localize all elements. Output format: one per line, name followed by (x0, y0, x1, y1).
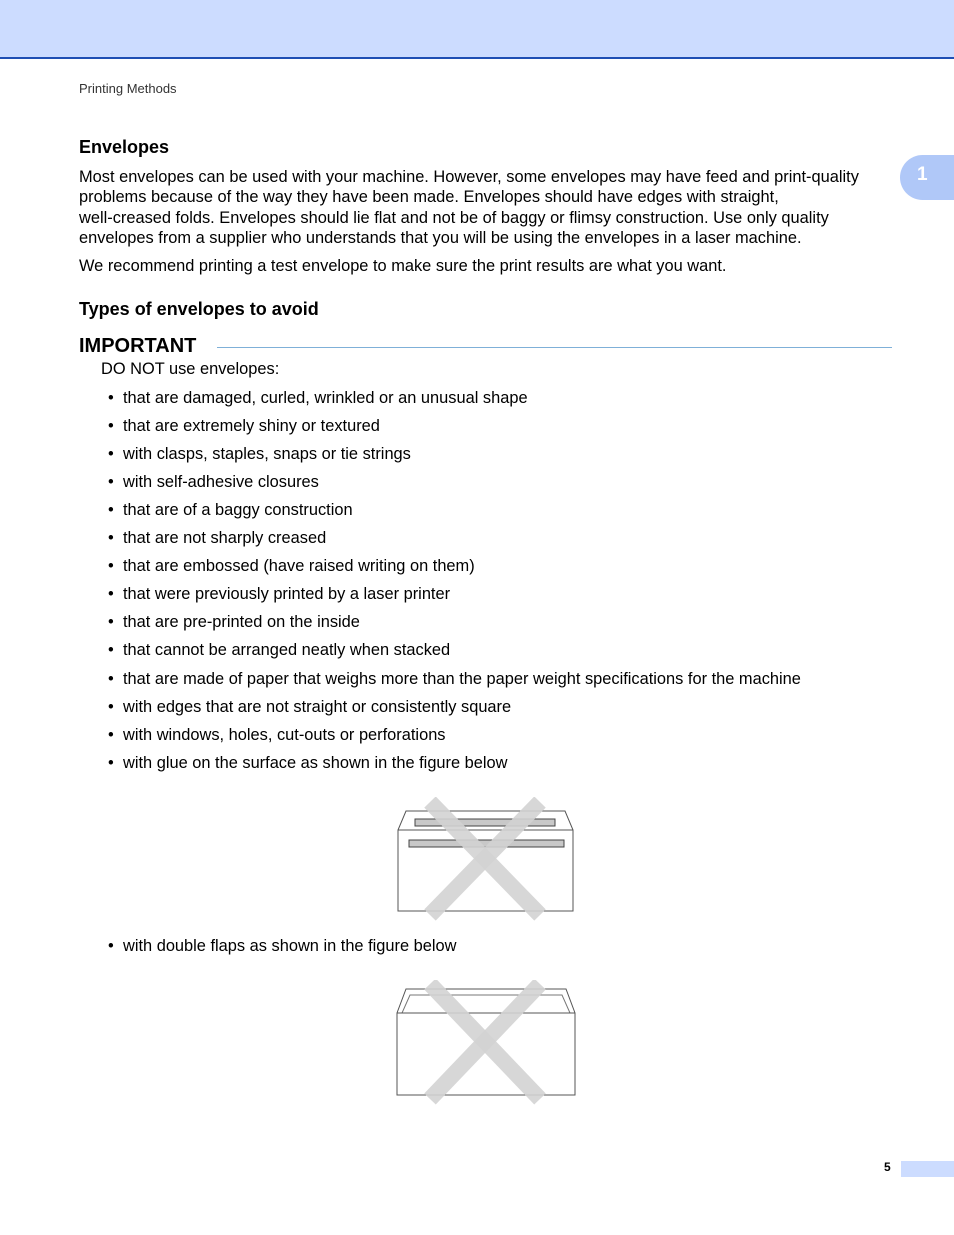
page-number-tab (901, 1161, 954, 1177)
bullet-icon: • (108, 501, 114, 519)
bullet-icon: • (108, 641, 114, 659)
test-envelope-paragraph: We recommend printing a test envelope to make sure the print results are what you want. (79, 257, 727, 275)
section-heading-types-to-avoid: Types of envelopes to avoid (79, 299, 319, 319)
list-item-text: with self-adhesive closures (123, 473, 319, 491)
bullet-icon: • (108, 698, 114, 716)
list-item-text: with windows, holes, cut-outs or perforations (123, 726, 446, 744)
bullet-icon: • (108, 445, 114, 463)
page-number: 5 (884, 1160, 891, 1174)
bullet-icon: • (108, 937, 114, 955)
do-not-intro: DO NOT use envelopes: (101, 360, 280, 378)
important-label: IMPORTANT (79, 335, 197, 357)
paragraph-line: Most envelopes can be used with your machine. However, some envelopes may have feed and print-quality (79, 168, 859, 186)
list-item (108, 528, 326, 548)
list-item (108, 753, 508, 773)
list-item (108, 556, 475, 576)
list-item (108, 444, 411, 464)
bullet-icon: • (108, 473, 114, 491)
bullet-icon: • (108, 529, 114, 547)
list-item (108, 640, 450, 660)
paragraph-line: problems because of the way they have been made. Envelopes should have edges with straight, (79, 188, 779, 207)
list-item-text: with glue on the surface as shown in the figure below (123, 754, 508, 772)
list-item (108, 416, 380, 436)
paragraph-line: well-creased folds. Envelopes should lie flat and not be of baggy or flimsy construction. Use only quality (79, 208, 829, 227)
list-item-text: that are made of paper that weighs more than the paper weight specifications for the machine (123, 670, 801, 688)
list-item-text: with clasps, staples, snaps or tie strings (123, 445, 411, 463)
list-item (108, 669, 801, 689)
important-divider (217, 347, 892, 348)
list-item (108, 725, 446, 745)
list-item (108, 500, 353, 520)
list-item (108, 472, 319, 492)
envelope-glue-figure (395, 797, 577, 921)
list-item-text: that cannot be arranged neatly when stacked (123, 641, 451, 659)
list-item-text: that are not sharply creased (123, 529, 327, 547)
list-item-text: that were previously printed by a laser printer (123, 585, 451, 603)
list-item (108, 697, 511, 717)
bullet-icon: • (108, 670, 114, 688)
envelopes-paragraph (79, 167, 899, 248)
list-item (108, 612, 360, 632)
list-item (108, 584, 450, 604)
running-header: Printing Methods (79, 81, 177, 96)
list-item-text: with edges that are not straight or consistently square (123, 698, 512, 716)
list-item-text: that are embossed (have raised writing on them) (123, 557, 475, 575)
bullet-icon: • (108, 613, 114, 631)
bullet-icon: • (108, 585, 114, 603)
bullet-icon: • (108, 726, 114, 744)
list-item (108, 388, 528, 408)
list-item-text: that are extremely shiny or textured (123, 417, 380, 435)
bullet-icon: • (108, 417, 114, 435)
list-item-text: that are damaged, curled, wrinkled or an unusual shape (123, 389, 528, 407)
bullet-icon: • (108, 754, 114, 772)
envelope-double-flap-figure (394, 980, 578, 1105)
paragraph-line: envelopes from a supplier who understands that you will be using the envelopes in a laser machine. (79, 228, 802, 247)
bullet-icon: • (108, 389, 114, 407)
list-item-text: with double flaps as shown in the figure below (123, 937, 457, 955)
chapter-number: 1 (917, 164, 928, 185)
bullet-icon: • (108, 557, 114, 575)
list-item-text: that are pre-printed on the inside (123, 613, 360, 631)
list-item-text: that are of a baggy construction (123, 501, 353, 519)
page-header-band (0, 0, 954, 59)
section-heading-envelopes: Envelopes (79, 137, 170, 157)
list-item (108, 936, 456, 956)
